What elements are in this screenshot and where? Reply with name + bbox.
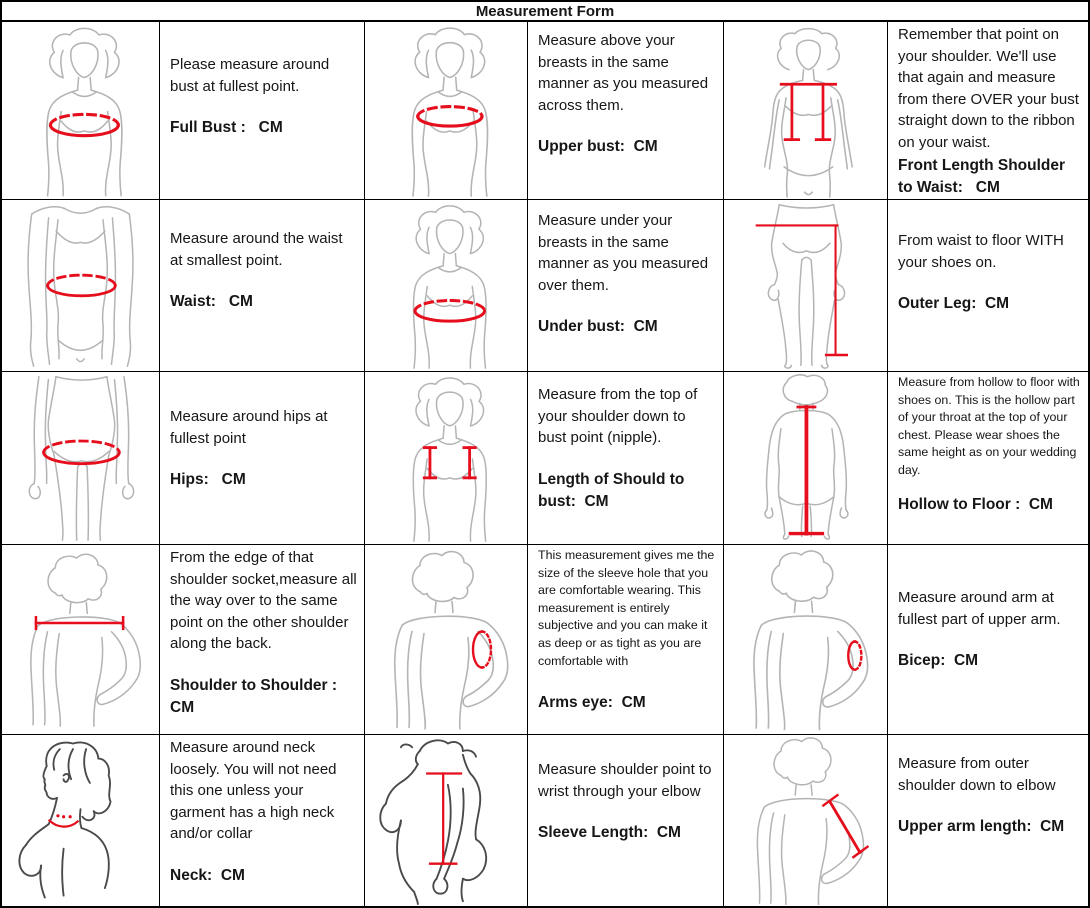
upper-arm-length-figure (725, 736, 886, 905)
cell-upper-bust-text (528, 22, 724, 200)
full-bust-figure (3, 23, 158, 198)
cell-hips-figure (2, 372, 160, 545)
cell-full-bust-text (160, 22, 365, 200)
cell-sleeve-length-figure (365, 735, 528, 906)
full-bust-label: Full Bust : CM (170, 119, 283, 137)
waist-label: Waist: CM (170, 293, 253, 311)
neck-label: Neck: CM (170, 866, 245, 884)
front-length-label: Front Length Shoulder to Waist: CM (898, 156, 1070, 196)
hollow-to-floor-instruction: Measure from hollow to floor with shoes on. This is the hollow part of your throat at the top of your chest. Please wear shoes the same height as on your wedding day. (898, 375, 1080, 478)
under-bust-label: Under bust: CM (538, 318, 658, 336)
cell-neck-figure (2, 735, 160, 906)
hips-figure (3, 373, 158, 543)
sleeve-length-figure (366, 736, 526, 905)
sleeve-length-label: Sleeve Length: CM (538, 824, 681, 842)
shoulder-to-shoulder-figure (3, 546, 158, 733)
cell-outer-leg-text (888, 200, 1088, 372)
front-length-instruction: Remember that point on your shoulder. We'll use that again and measure from there OVER your bust straight down to the ribbon on your waist. (898, 26, 1079, 151)
cell-bicep-figure (724, 545, 888, 735)
cell-shoulder-to-shoulder-figure (2, 545, 160, 735)
hollow-to-floor-figure (725, 373, 886, 543)
cell-upper-bust-figure (365, 22, 528, 200)
cell-bicep-text (888, 545, 1088, 735)
sleeve-length-instruction: Measure shoulder point to wrist through your elbow (538, 761, 712, 800)
cell-shoulder-to-bust-figure (365, 372, 528, 545)
cell-shoulder-to-shoulder-text (160, 545, 365, 735)
outer-leg-figure (725, 201, 886, 370)
waist-figure (3, 201, 158, 370)
arms-eye-label: Arms eye: CM (538, 694, 646, 712)
upper-bust-instruction: Measure above your breasts in the same manner as you measured across them. (538, 32, 709, 114)
cell-upper-arm-figure (724, 735, 888, 906)
bicep-label: Bicep: CM (898, 652, 979, 670)
outer-leg-instruction: From waist to floor WITH your shoes on. (898, 232, 1064, 271)
upper-arm-label: Upper arm length: CM (898, 818, 1065, 836)
arms-eye-figure (366, 546, 526, 733)
form-title: Measurement Form (2, 2, 1088, 22)
waist-instruction: Measure around the waist at smallest point. (170, 230, 343, 269)
cell-hips-text (160, 372, 365, 545)
arms-eye-instruction: This measurement gives me the size of the sleeve hole that you are comfortable wearing. This measurement is entirely subjective and you can make it as deep or as tight as you are comfortable with (538, 548, 715, 668)
cell-sleeve-length-text (528, 735, 724, 906)
shoulder-to-shoulder-label: Shoulder to Shoulder : CM (170, 676, 342, 717)
cell-arms-eye-text (528, 545, 724, 735)
shoulder-to-shoulder-instruction: From the edge of that shoulder socket,measure all the way over to the same point on the other shoulder along the back. (170, 549, 357, 653)
cell-arms-eye-figure (365, 545, 528, 735)
neck-figure (3, 736, 158, 905)
bicep-instruction: Measure around arm at fullest part of upper arm. (898, 589, 1061, 628)
cell-waist-text (160, 200, 365, 372)
upper-bust-figure (366, 23, 526, 198)
cell-outer-leg-figure (724, 200, 888, 372)
upper-arm-instruction: Measure from outer shoulder down to elbow (898, 755, 1056, 794)
hips-label: Hips: CM (170, 471, 246, 489)
front-length-shoulder-to-waist-figure (725, 23, 886, 198)
bicep-figure (725, 546, 886, 733)
cell-hollow-to-floor-text (888, 372, 1088, 545)
under-bust-instruction: Measure under your breasts in the same manner as you measured over them. (538, 212, 709, 294)
hips-instruction: Measure around hips at fullest point (170, 408, 328, 447)
upper-bust-label: Upper bust: CM (538, 138, 658, 156)
cell-hollow-to-floor-figure (724, 372, 888, 545)
outer-leg-label: Outer Leg: CM (898, 295, 1010, 313)
under-bust-figure (366, 201, 526, 370)
shoulder-to-bust-figure (366, 373, 526, 543)
cell-front-length-text (888, 22, 1088, 200)
shoulder-to-bust-label: Length of Should to bust: CM (538, 470, 689, 511)
full-bust-instruction: Please measure around bust at fullest point. (170, 56, 330, 95)
neck-instruction: Measure around neck loosely. You will not need this one unless your garment has a high neck and/or collar (170, 739, 337, 843)
cell-full-bust-figure (2, 22, 160, 200)
shoulder-to-bust-instruction: Measure from the top of your shoulder down to bust point (nipple). (538, 386, 698, 447)
cell-waist-figure (2, 200, 160, 372)
cell-neck-text (160, 735, 365, 906)
cell-upper-arm-text (888, 735, 1088, 906)
cell-shoulder-to-bust-text (528, 372, 724, 545)
cell-under-bust-figure (365, 200, 528, 372)
cell-front-length-figure (724, 22, 888, 200)
hollow-to-floor-label: Hollow to Floor : CM (898, 495, 1053, 513)
cell-under-bust-text (528, 200, 724, 372)
